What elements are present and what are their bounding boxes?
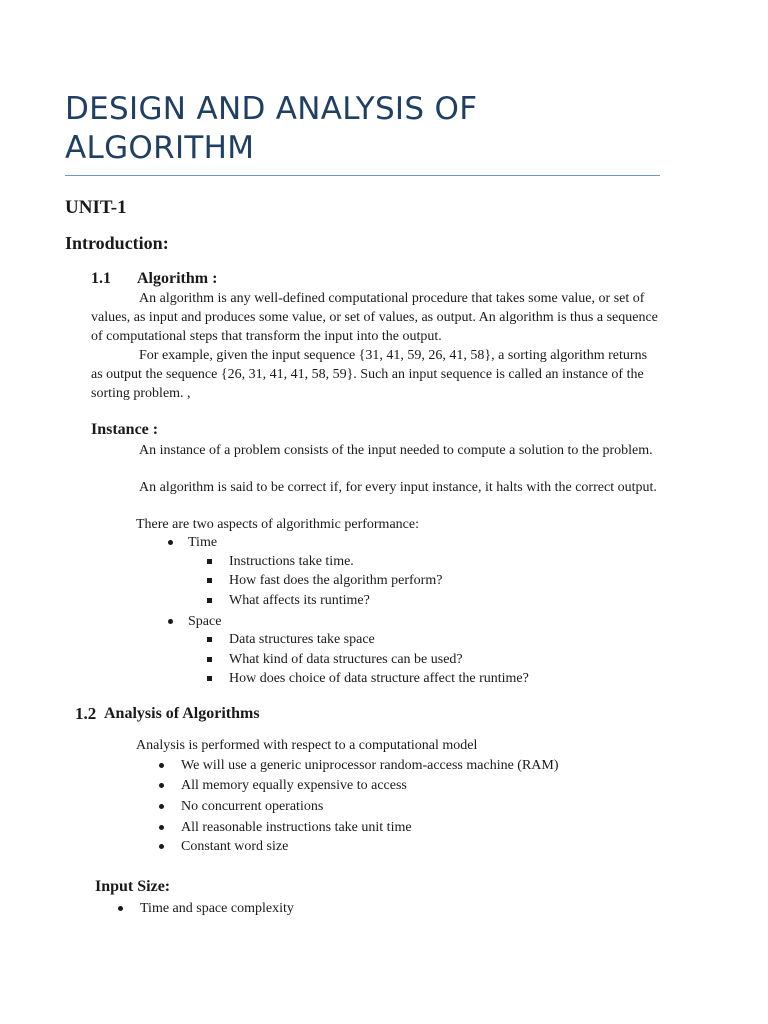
time-item-bullet-icon <box>207 578 212 583</box>
input-size-bullet-icon <box>118 906 123 911</box>
title-divider <box>65 175 660 176</box>
time-item-bullet-icon <box>207 559 212 564</box>
analysis-item-1: We will use a generic uniprocessor random-access machine (RAM) <box>181 758 559 773</box>
space-item-bullet-icon <box>207 637 212 642</box>
section-1-2-number: 1.2 <box>75 704 97 723</box>
aspects-intro: There are two aspects of algorithmic performance: <box>136 517 419 532</box>
algorithm-paragraph-1 <box>91 289 661 347</box>
time-label: Time <box>188 535 218 550</box>
analysis-bullet-icon <box>159 763 164 768</box>
space-item-2: What kind of data structures can be used? <box>229 652 463 667</box>
analysis-bullet-icon <box>159 804 164 809</box>
space-item-3: How does choice of data structure affect the runtime? <box>229 671 529 686</box>
instance-paragraph-2 <box>91 478 661 497</box>
analysis-item-2: All memory equally expensive to access <box>181 778 407 793</box>
input-size-item-1: Time and space complexity <box>140 901 294 916</box>
instance-heading: Instance : <box>91 421 159 438</box>
time-item-1: Instructions take time. <box>229 554 354 569</box>
space-label: Space <box>188 614 222 629</box>
analysis-bullet-icon <box>159 783 164 788</box>
space-item-1: Data structures take space <box>229 632 375 647</box>
time-item-3: What affects its runtime? <box>229 593 370 608</box>
algorithm-paragraph-1-text: An algorithm is any well-defined computational procedure that takes some value, or set of values, as input and produces some value, or set of values, as output. An algorithm is thus a sequence of computational steps that transform the input into the output. <box>91 291 658 345</box>
space-item-bullet-icon <box>207 676 212 681</box>
analysis-item-3: No concurrent operations <box>181 799 324 814</box>
unit-heading: UNIT-1 <box>65 197 127 218</box>
section-1-1-number: 1.1 <box>91 270 111 287</box>
analysis-bullet-icon <box>159 844 164 849</box>
algorithm-paragraph-2-text: For example, given the input sequence {31, 41, 59, 26, 41, 58}, a sorting algorithm returns as output the sequence {26, 31, 41, 41, 58, 59}. Such an input sequence is called an instance of the sorting problem. , <box>91 348 648 402</box>
instance-paragraph-1-text: An instance of a problem consists of the input needed to compute a solution to the problem. <box>139 443 653 458</box>
time-item-2: How fast does the algorithm perform? <box>229 573 443 588</box>
space-item-bullet-icon <box>207 657 212 662</box>
section-1-2-heading: Analysis of Algorithms <box>104 705 260 722</box>
document-title: DESIGN AND ANALYSIS OF ALGORITHM <box>65 91 478 166</box>
analysis-intro: Analysis is performed with respect to a computational model <box>136 738 478 753</box>
instance-paragraph-1 <box>91 441 661 460</box>
analysis-item-5: Constant word size <box>181 839 289 854</box>
input-size-heading: Input Size: <box>95 878 171 895</box>
analysis-bullet-icon <box>159 825 164 830</box>
algorithm-paragraph-2 <box>91 346 661 404</box>
time-item-bullet-icon <box>207 598 212 603</box>
time-bullet-icon <box>168 540 173 545</box>
space-bullet-icon <box>168 619 173 624</box>
analysis-item-4: All reasonable instructions take unit time <box>181 820 412 835</box>
introduction-heading: Introduction: <box>65 233 169 253</box>
instance-paragraph-2-text: An algorithm is said to be correct if, for every input instance, it halts with the correct output. <box>139 480 657 495</box>
section-1-1-heading: Algorithm : <box>137 270 218 287</box>
